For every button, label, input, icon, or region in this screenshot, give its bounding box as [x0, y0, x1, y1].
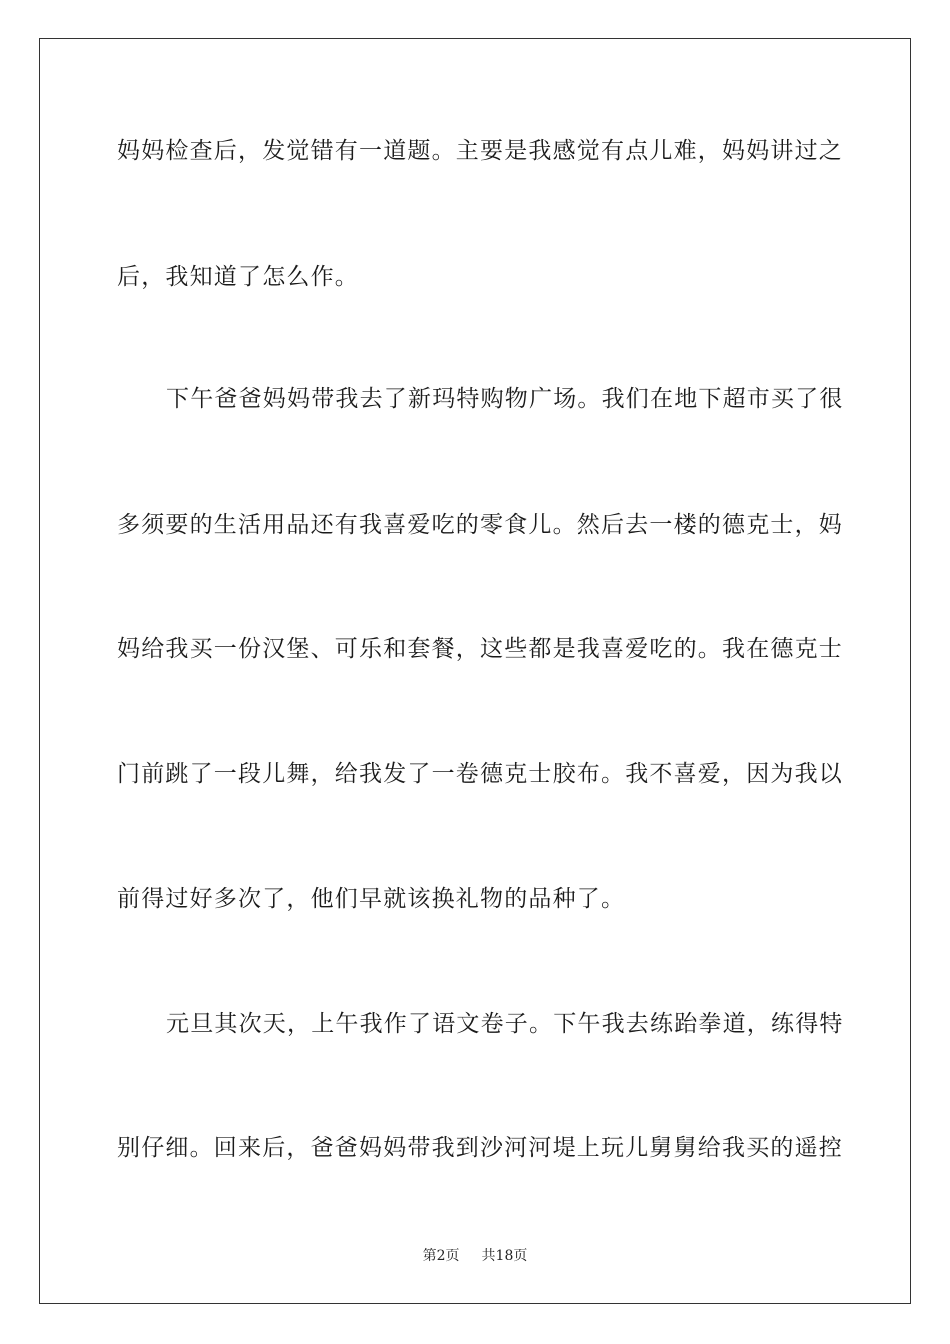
text-line: 后，我知道了怎么作。 — [117, 264, 359, 290]
paragraph-first-line: 元旦其次天，上午我作了语文卷子。下午我去练跆拳道，练得特 — [166, 1011, 844, 1037]
page-number: 第2页 — [422, 1248, 460, 1264]
text-line: 门前跳了一段儿舞，给我发了一卷德克士胶布。我不喜爱，因为我以 — [117, 761, 843, 787]
text-line: 多须要的生活用品还有我喜爱吃的零食儿。然后去一楼的德克士，妈 — [117, 512, 843, 538]
text-line: 别仔细。回来后，爸爸妈妈带我到沙河河堤上玩儿舅舅给我买的遥控 — [117, 1135, 843, 1161]
page-border — [39, 38, 911, 1304]
text-line: 前得过好多次了，他们早就该换礼物的品种了。 — [117, 886, 626, 912]
text-line: 妈妈检查后，发觉错有一道题。主要是我感觉有点儿难，妈妈讲过之 — [117, 138, 843, 164]
paragraph-first-line: 下午爸爸妈妈带我去了新玛特购物广场。我们在地下超市买了很 — [166, 386, 844, 412]
page-total: 共18页 — [481, 1248, 528, 1264]
text-line: 妈给我买一份汉堡、可乐和套餐，这些都是我喜爱吃的。我在德克士 — [117, 636, 843, 662]
page-footer — [0, 1247, 950, 1265]
